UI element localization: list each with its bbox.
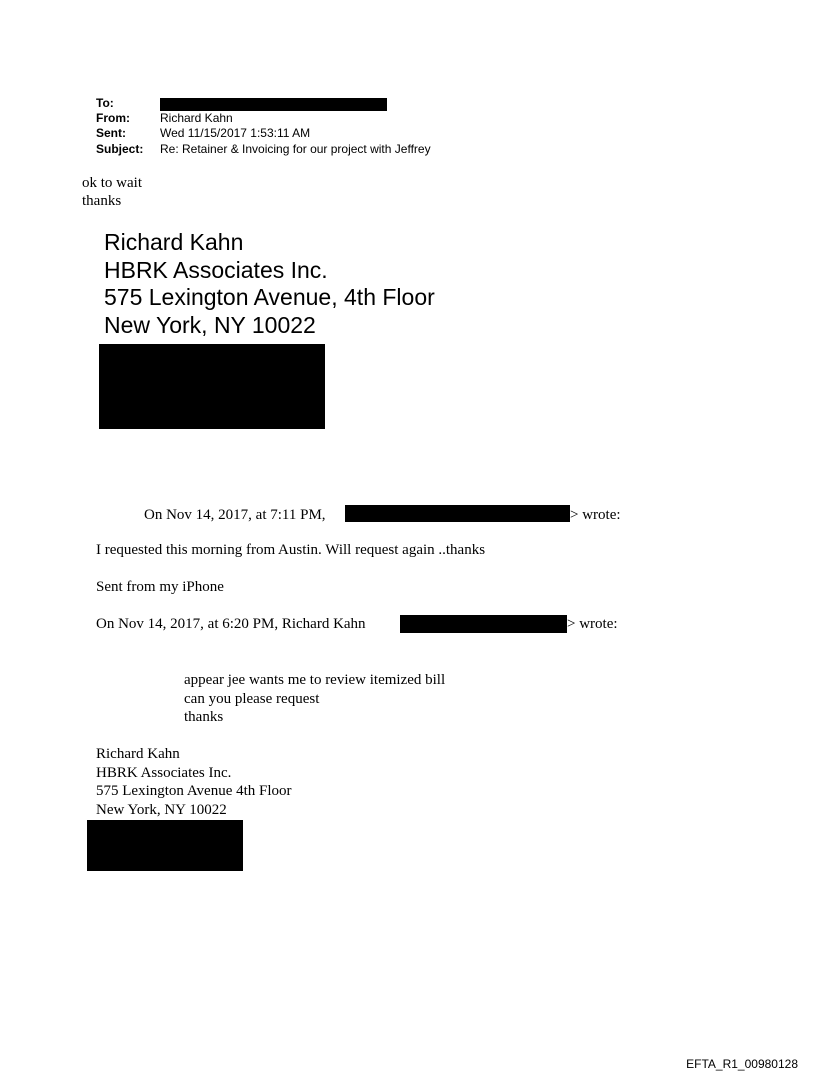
signature-redaction bbox=[87, 820, 243, 871]
subject-value: Re: Retainer & Invoicing for our project with Jeffrey bbox=[160, 142, 431, 156]
quoted-line: Sent from my iPhone bbox=[96, 579, 224, 595]
signature-city: New York, NY 10022 bbox=[96, 801, 227, 818]
reply-body bbox=[82, 174, 142, 210]
signature-address: 575 Lexington Avenue 4th Floor bbox=[96, 783, 292, 799]
signature-company: HBRK Associates Inc. bbox=[96, 764, 232, 781]
signature-company: HBRK Associates Inc. bbox=[104, 256, 328, 283]
to-label: To: bbox=[96, 96, 114, 110]
quoted-attribution-1 bbox=[144, 507, 326, 524]
email-redaction bbox=[400, 615, 567, 633]
attribution-prefix: On Nov 14, 2017, at 6:20 PM, Richard Kahn bbox=[96, 616, 366, 632]
sent-value: Wed 11/15/2017 1:53:11 AM bbox=[160, 126, 311, 140]
document-id: EFTA_R1_00980128 bbox=[686, 1057, 798, 1071]
sent-label: Sent: bbox=[96, 126, 126, 140]
quoted-line: can you please request bbox=[184, 690, 320, 707]
signature-city: New York, NY 10022 bbox=[104, 311, 316, 338]
subject-label: Subject: bbox=[96, 142, 144, 156]
reply-line: ok to wait bbox=[82, 175, 142, 191]
to-redaction bbox=[160, 98, 387, 111]
signature-small bbox=[96, 745, 292, 819]
attribution-suffix-2: > wrote: bbox=[567, 616, 618, 632]
attribution-suffix-1: > wrote: bbox=[570, 507, 621, 523]
from-label: From: bbox=[96, 111, 130, 125]
reply-line: thanks bbox=[82, 193, 122, 209]
quoted-body-2 bbox=[184, 671, 445, 727]
signature-large bbox=[104, 229, 435, 339]
quoted-line: thanks bbox=[184, 709, 224, 725]
signature-name: Richard Kahn bbox=[96, 746, 180, 762]
attribution-prefix: On Nov 14, 2017, at 7:11 PM, bbox=[144, 507, 326, 523]
signature-redaction bbox=[99, 344, 325, 429]
quoted-line: appear jee wants me to review itemized bill bbox=[184, 672, 446, 688]
quoted-line: I requested this morning from Austin. Will request again ..thanks bbox=[96, 542, 486, 558]
email-redaction bbox=[345, 505, 570, 522]
from-value: Richard Kahn bbox=[160, 111, 233, 125]
signature-name: Richard Kahn bbox=[104, 229, 244, 255]
signature-address: 575 Lexington Avenue, 4th Floor bbox=[104, 284, 435, 310]
quoted-attribution-2 bbox=[96, 616, 366, 633]
